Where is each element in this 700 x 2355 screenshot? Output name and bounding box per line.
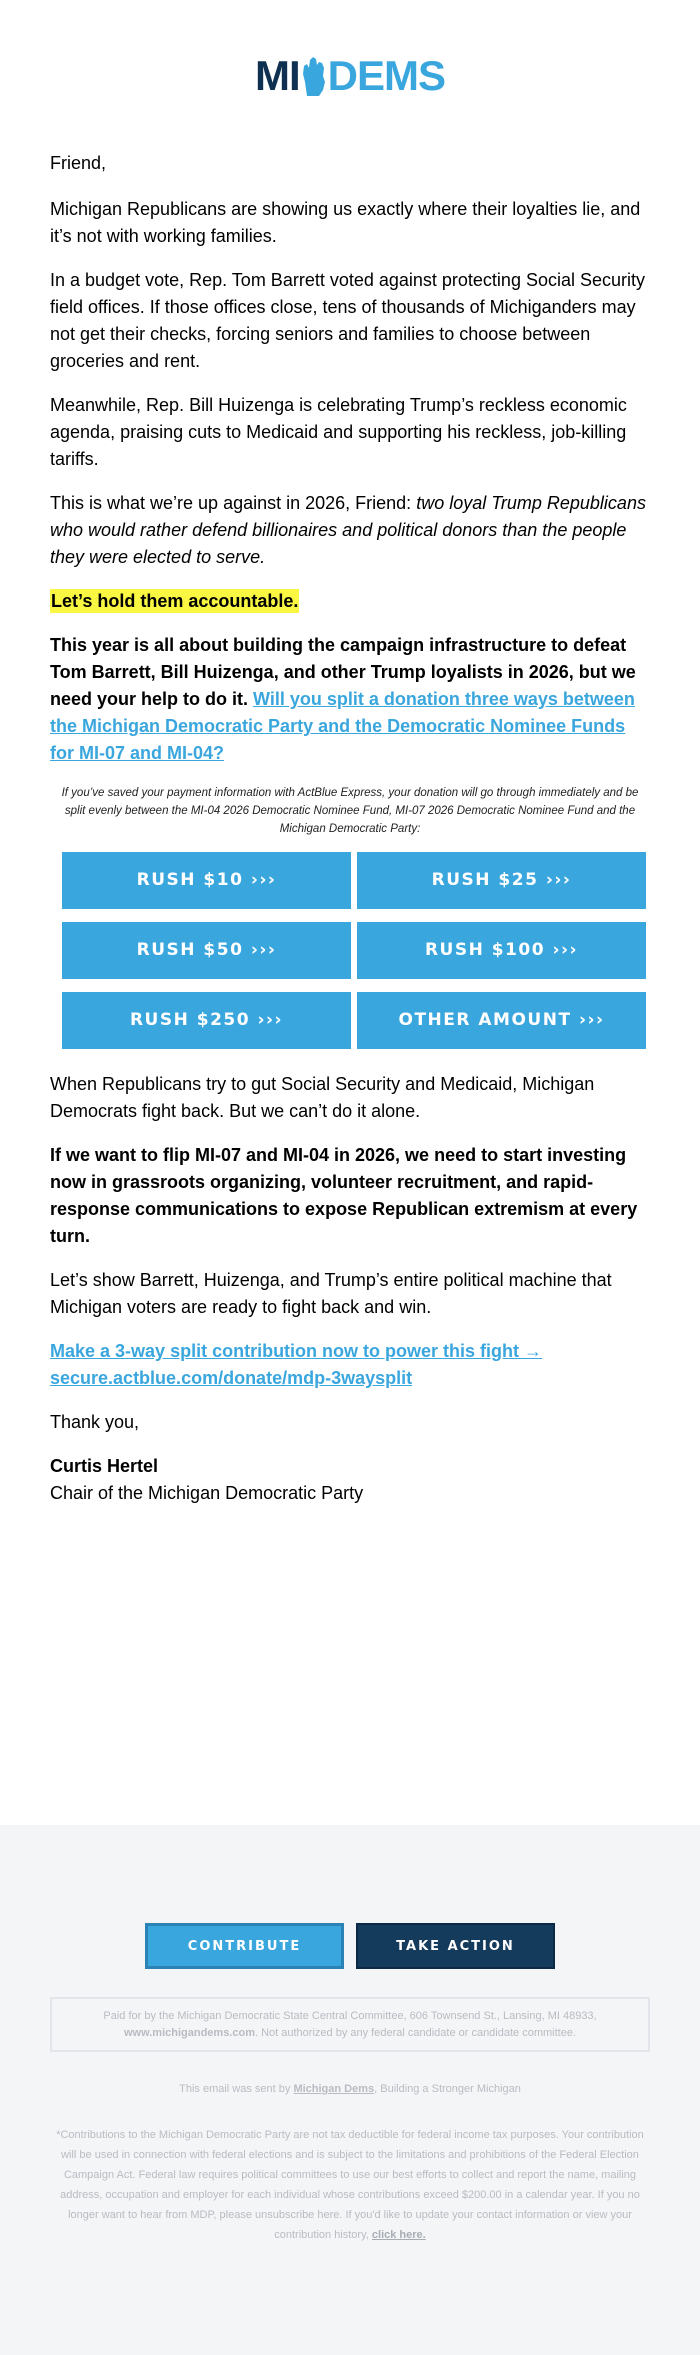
donate-10-button[interactable]: RUSH $10 ››› — [62, 852, 351, 909]
mi-dems-logo[interactable] — [0, 48, 700, 104]
actblue-express-note: If you’ve saved your payment information with ActBlue Express, your donation will go through immediately and be split evenly between the MI-04 2026 Democratic Nominee Fund, MI-07 2026 Democratic Nominee Fund and the Michigan Democratic Party: — [61, 787, 639, 835]
footer-buttons — [0, 1923, 700, 1969]
donation-buttons — [62, 852, 638, 1049]
sent-prefix: This email was sent by — [179, 2083, 294, 2095]
paragraph-2026-plain: This is what we’re up against in 2026, Friend: — [50, 493, 417, 513]
disclaimer-text: *Contributions to the Michigan Democratic Party are not tax deductible for federal income tax purposes. Your contribution will be used in connection with federal elections and is subject to the limitations and prohibitions of the Federal Election Campaign Act. Federal law requires political committees to use our best efforts to collect and report the name, mailing address, occupation and employer for each individual whose contributions exceed $200.00 in a calendar year. If you no longer want to hear from MDP, please unsubscribe here. If you'd like to update your contact information or view your contribution history, — [56, 2129, 644, 2241]
donate-other-amount-button[interactable]: OTHER AMOUNT ››› — [357, 992, 646, 1049]
signer-title: Chair of the Michigan Democratic Party — [50, 1483, 364, 1503]
highlighted-accountable: Let’s hold them accountable. — [51, 591, 299, 611]
paragraph-2026 — [50, 490, 650, 571]
paragraph-flip-seats: If we want to flip MI-07 and MI-04 in 2026, we need to start investing now in grassroots organizing, volunteer recruitment, and rapid-response communications to expose Republican extremism at every turn. — [50, 1145, 638, 1246]
email-footer — [0, 1825, 700, 2355]
paid-for-line1: Paid for by the Michigan Democratic State Central Committee, 606 Townsend St., Lansing, MI 48933, — [103, 2009, 597, 2022]
signer-name: Curtis Hertel — [50, 1456, 159, 1476]
paragraph-huizenga: Meanwhile, Rep. Bill Huizenga is celebrating Trump’s reckless economic agenda, praising cuts to Medicaid and supporting his reckless, job-killing tariffs. — [50, 395, 627, 469]
donate-100-button[interactable]: RUSH $100 ››› — [357, 922, 646, 979]
website-link[interactable]: www.michigandems.com — [123, 2026, 255, 2039]
donate-50-button[interactable]: RUSH $50 ››› — [62, 922, 351, 979]
michigan-mitten-icon — [301, 56, 327, 96]
paragraph-barrett: In a budget vote, Rep. Tom Barrett voted against protecting Social Security field offices. If those offices close, tens of thousands of Michiganders may not get their checks, forcing seniors and families to choose between groceries and rent. — [50, 270, 646, 371]
paragraph-2026-italic: two loyal Trump Republicans who would rather defend billionaires and political donors than the people they were elected to serve. — [50, 493, 646, 567]
michigan-dems-link[interactable]: Michigan Dems — [293, 2083, 375, 2095]
actblue-url-link[interactable]: secure.actblue.com/donate/mdp-3waysplit — [50, 1368, 413, 1388]
contribute-button[interactable]: CONTRIBUTE — [145, 1923, 344, 1969]
donate-25-button[interactable]: RUSH $25 ››› — [357, 852, 646, 909]
paid-for-disclaimer — [50, 1997, 650, 2052]
paragraph-show-them: Let’s show Barrett, Huizenga, and Trump’s entire political machine that Michigan voters are ready to fight back and win. — [50, 1270, 612, 1317]
click-here-link[interactable]: click here. — [371, 2229, 426, 2241]
email-body — [50, 150, 650, 1524]
accountable-line — [50, 588, 650, 615]
ask-bold-text: This year is all about building the campaign infrastructure to defeat Tom Barrett, Bill Huizenga, and other Trump loyalists in 2026, but we need your help to do it. — [50, 635, 636, 709]
sent-suffix: , Building a Stronger Michigan — [374, 2083, 521, 2095]
take-action-button[interactable]: TAKE ACTION — [356, 1923, 555, 1969]
paragraph-loyalties: Michigan Republicans are showing us exactly where their loyalties lie, and it’s not with working families. — [50, 199, 641, 246]
paragraph-fight-back: When Republicans try to gut Social Security and Medicaid, Michigan Democrats fight back. But we can’t do it alone. — [50, 1074, 595, 1121]
contribution-link[interactable]: Make a 3-way split contribution now to power this fight → — [50, 1341, 543, 1361]
logo-dems-text: DEMS — [327, 52, 445, 99]
paid-for-line2 — [124, 2025, 576, 2042]
greeting: Friend, — [50, 153, 107, 173]
donate-250-button[interactable]: RUSH $250 ››› — [62, 992, 351, 1049]
thank-you: Thank you, — [50, 1412, 140, 1432]
paragraph-ask — [50, 632, 650, 767]
paid-for-line2-rest: . Not authorized by any federal candidate or candidate committee. — [254, 2026, 577, 2039]
split-donation-link[interactable]: Will you split a donation three ways between the Michigan Democratic Party and the Democratic Nominee Funds for MI-07 and MI-04? — [50, 689, 635, 763]
logo-mi-text: MI — [254, 52, 300, 99]
contribution-link-block — [50, 1338, 650, 1392]
contribution-disclaimer — [55, 2125, 645, 2245]
sent-by-line — [50, 2083, 650, 2095]
signature — [50, 1453, 650, 1507]
